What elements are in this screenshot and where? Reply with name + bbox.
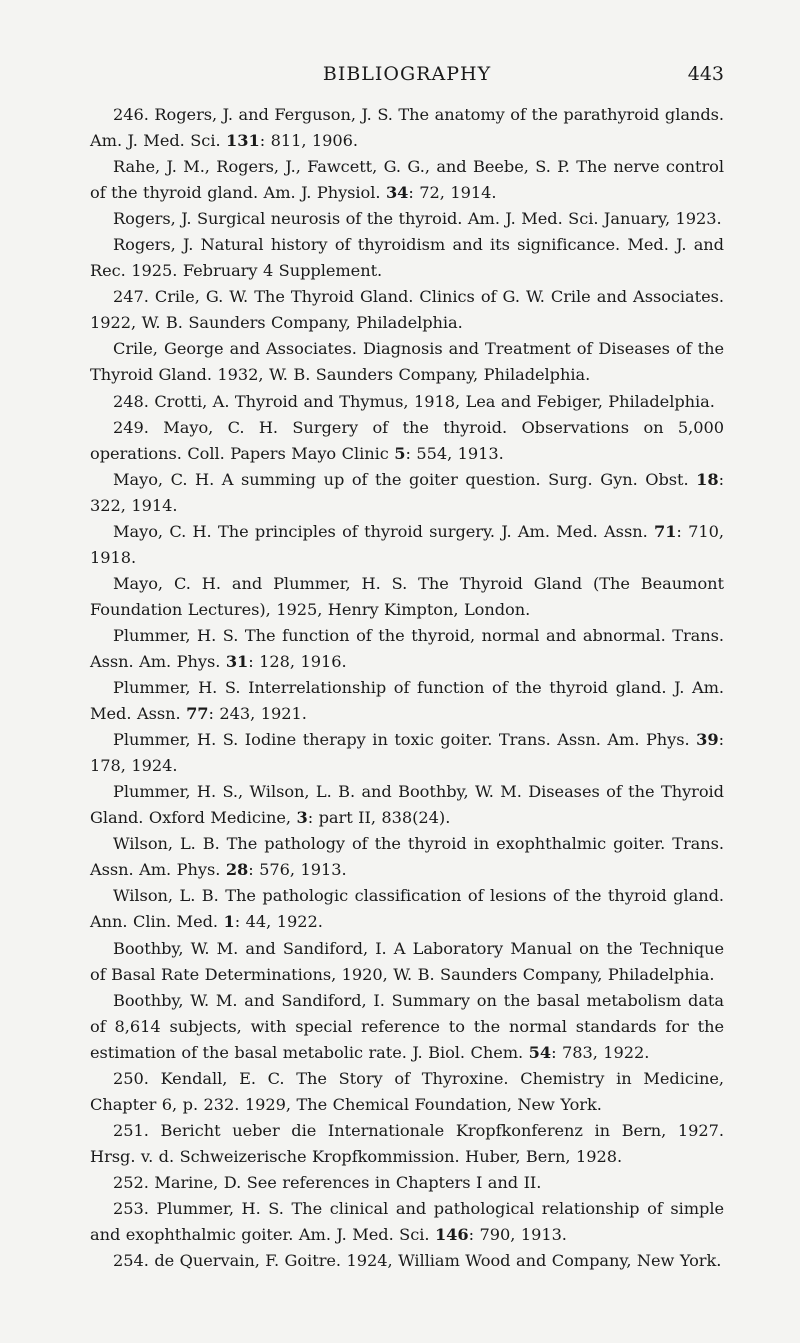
bibliography-entry: Wilson, L. B. The pathologic classification of lesions of the thyroid gland. Ann. Clin. Med. 1: 44, 1922. <box>90 886 724 932</box>
bibliography-entry: 252. Marine, D. See references in Chapters I and II. <box>113 1172 542 1192</box>
bibliography-entry: Mayo, C. H. A summing up of the goiter question. Surg. Gyn. Obst. 18: 322, 1914. <box>90 469 724 515</box>
bibliography-entry: 249. Mayo, C. H. Surgery of the thyroid. Observations on 5,000 operations. Coll. Papers Mayo Clinic 5: 554, 1913. <box>90 417 724 463</box>
volume-number: 34 <box>385 183 409 203</box>
bibliography-entry: Mayo, C. H. and Plummer, H. S. The Thyroid Gland (The Beaumont Foundation Lectures), 1925, Henry Kimpton, London. <box>90 573 724 619</box>
bibliography-entry: 253. Plummer, H. S. The clinical and pathological relationship of simple and exophthalmic goiter. Am. J. Med. Sci. 146: 790, 1913. <box>90 1198 724 1245</box>
volume-number: 5 <box>394 443 406 463</box>
bibliography-entry: Plummer, H. S., Wilson, L. B. and Boothby, W. M. Diseases of the Thyroid Gland. Oxford Medicine, 3: part II, 838(24). <box>90 782 724 828</box>
volume-number: 28 <box>225 860 249 880</box>
bibliography-entry: 250. Kendall, E. C. The Story of Thyroxine. Chemistry in Medicine, Chapter 6, p. 232. 1929, The Chemical Foundation, New York. <box>90 1068 724 1114</box>
bibliography-entry: 251. Bericht ueber die Internationale Kropfkonferenz in Bern, 1927. Hrsg. v. d. Schweizerische Kropfkommission. Huber, Bern, 1928. <box>90 1120 724 1166</box>
bibliography-entry: Plummer, H. S. Interrelationship of function of the thyroid gland. J. Am. Med. Assn. 77: 243, 1921. <box>90 678 724 724</box>
running-title: BIBLIOGRAPHY <box>322 63 492 85</box>
volume-number: 77 <box>186 704 209 724</box>
bibliography-entry: Boothby, W. M. and Sandiford, I. A Laboratory Manual on the Technique of Basal Rate Determinations, 1920, W. B. Saunders Company, Philadelphia. <box>90 938 724 984</box>
bibliography-entry: Wilson, L. B. The pathology of the thyroid in exophthalmic goiter. Trans. Assn. Am. Phys. 28: 576, 1913. <box>90 834 724 880</box>
volume-number: 18 <box>696 469 719 489</box>
bibliography-entry: 247. Crile, G. W. The Thyroid Gland. Clinics of G. W. Crile and Associates. 1922, W. B. Saunders Company, Philadelphia. <box>90 287 724 333</box>
bibliography-entry: 246. Rogers, J. and Ferguson, J. S. The anatomy of the parathyroid glands. Am. J. Med. Sci. 131: 811, 1906. <box>90 105 724 151</box>
volume-number: 71 <box>653 521 677 541</box>
bibliography-entry: Rahe, J. M., Rogers, J., Fawcett, G. G., and Beebe, S. P. The nerve control of the thyroid gland. Am. J. Physiol. 34: 72, 1914. <box>90 157 724 203</box>
volume-number: 39 <box>696 730 719 750</box>
bibliography-entry: Crile, George and Associates. Diagnosis and Treatment of Diseases of the Thyroid Gland. 1932, W. B. Saunders Company, Philadelphia. <box>90 339 724 385</box>
volume-number: 146 <box>434 1225 469 1245</box>
bibliography-list <box>90 102 724 1274</box>
bibliography-entry: Plummer, H. S. The function of the thyroid, normal and abnormal. Trans. Assn. Am. Phys. 31: 128, 1916. <box>90 625 724 671</box>
bibliography-entry: 254. de Quervain, F. Goitre. 1924, William Wood and Company, New York. <box>113 1251 722 1271</box>
volume-number: 3 <box>296 808 308 828</box>
bibliography-entry: Rogers, J. Natural history of thyroidism and its significance. Med. J. and Rec. 1925. February 4 Supplement. <box>90 235 724 281</box>
page-number: 443 <box>687 63 724 85</box>
bibliography-entry: Plummer, H. S. Iodine therapy in toxic goiter. Trans. Assn. Am. Phys. 39: 178, 1924. <box>90 730 724 776</box>
bibliography-entry: Rogers, J. Surgical neurosis of the thyroid. Am. J. Med. Sci. January, 1923. <box>113 209 722 229</box>
volume-number: 131 <box>226 131 260 151</box>
bibliography-entry: 248. Crotti, A. Thyroid and Thymus, 1918, Lea and Febiger, Philadelphia. <box>113 391 715 411</box>
volume-number: 54 <box>528 1042 552 1062</box>
bibliography-entry: Boothby, W. M. and Sandiford, I. Summary on the basal metabolism data of 8,614 subjects, with special reference to the normal standards for the estimation of the basal metabolic rate. J. Biol. Chem. 54: 783, 1922. <box>90 990 724 1062</box>
volume-number: 31 <box>225 651 249 671</box>
running-header <box>90 58 724 102</box>
bibliography-entry: Mayo, C. H. The principles of thyroid surgery. J. Am. Med. Assn. 71: 710, 1918. <box>90 521 724 567</box>
volume-number: 1 <box>223 912 235 932</box>
